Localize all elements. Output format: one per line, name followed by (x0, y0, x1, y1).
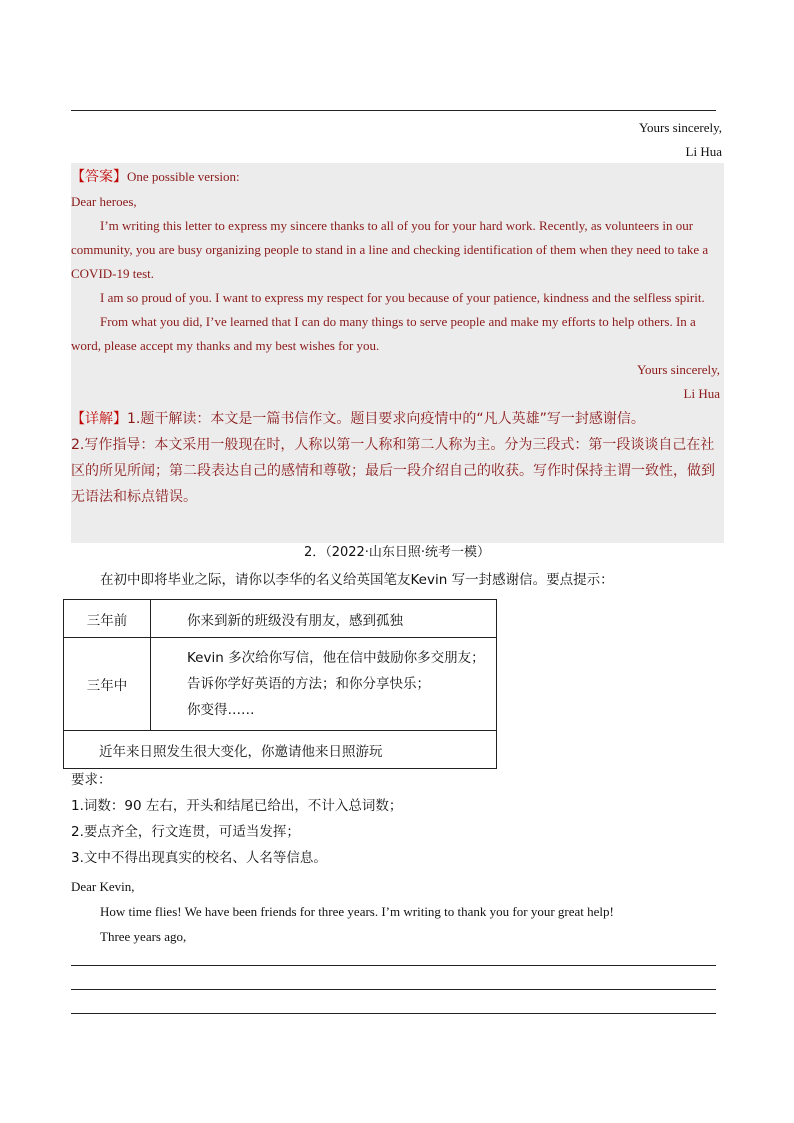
answer-closing: Yours sincerely, (636, 362, 720, 377)
answer-salutation: Dear heroes, (71, 194, 137, 209)
explanation-tag: 【详解】 (71, 411, 127, 427)
tips-table (63, 599, 497, 769)
tips-text: 近年来日照发生很大变化，你邀请他来日照游玩 (64, 731, 497, 769)
letter-start-phrase: Three years ago, (100, 929, 187, 944)
answer-line[interactable] (71, 989, 716, 990)
tips-label: 三年前 (64, 600, 151, 638)
answer-line[interactable] (71, 1013, 716, 1014)
tips-cell-multi (151, 638, 497, 731)
answer-paragraph-3: From what you did, I’ve learned that I can do many things to serve people and make my efforts to help others. In a word, please accept my thanks and my best wishes for you. (71, 314, 696, 353)
req-item-1: 1.词数：90 左右，开头和结尾已给出，不计入总词数； (71, 798, 403, 814)
answer-intro: One possible version: (127, 169, 240, 184)
explanation-text-1: 1.题干解读：本文是一篇书信作文。题目要求向疫情中的“凡人英雄”写一封感谢信。 (127, 411, 645, 427)
tips-text: 你变得…… (187, 702, 255, 718)
tips-row (64, 731, 497, 769)
answer-paragraph-2: I am so proud of you. I want to express my respect for you because of your patience, kindness and the selfless spirit. (100, 290, 705, 305)
answer-tag: 【答案】 (71, 169, 127, 185)
tips-row (64, 600, 497, 638)
letter-start (71, 874, 731, 949)
req-title: 要求： (71, 772, 112, 788)
explanation-line-1 (71, 406, 724, 432)
question-prompt-text: 在初中即将毕业之际，请你以李华的名义给英国笔友Kevin 写一封感谢信。要点提示： (100, 572, 614, 588)
answer-section (71, 164, 724, 510)
req-item-3: 3.文中不得出现真实的校名、人名等信息。 (71, 850, 327, 866)
prev-closing: Yours sincerely, (638, 120, 722, 135)
answer-line[interactable] (71, 965, 716, 966)
letter-salutation: Dear Kevin, (71, 879, 135, 894)
prev-signature: Li Hua (685, 144, 722, 159)
question-number: 2．（2022·山东日照·统考一模） (303, 545, 491, 560)
requirements (71, 767, 731, 871)
tips-text: 你来到新的班级没有朋友，感到孤独 (151, 600, 497, 638)
answer-intro-line (71, 164, 724, 190)
answer-signature: Li Hua (683, 386, 720, 401)
tips-text: Kevin 多次给你写信，他在信中鼓励你多交朋友； (187, 650, 485, 666)
tips-text: 告诉你学好英语的方法；和你分享快乐； (187, 676, 430, 692)
letter-opening: How time flies! We have been friends for three years. I’m writing to thank you for your great help! (100, 904, 614, 919)
explanation-line-2: 2.写作指导：本文采用一般现在时，人称以第一人称和第二人称为主。分为三段式：第一段谈谈自己在社区的所见所闻；第二段表达自己的感情和尊敬；最后一段介绍自己的收获。写作时保持主谓一致性，做到无语法和标点错误。 (71, 437, 715, 505)
top-rule (71, 110, 716, 111)
tips-label: 三年中 (64, 638, 151, 731)
answer-paragraph-1: I’m writing this letter to express my sincere thanks to all of you for your hard work. Recently, as volunteers in our community, you are busy organizing people to stand in a line and checking identification of them when they need to take a COVID-19 test. (71, 218, 709, 281)
req-item-2: 2.要点齐全，行文连贯，可适当发挥； (71, 824, 300, 840)
tips-row (64, 638, 497, 731)
question-prompt (71, 567, 731, 593)
